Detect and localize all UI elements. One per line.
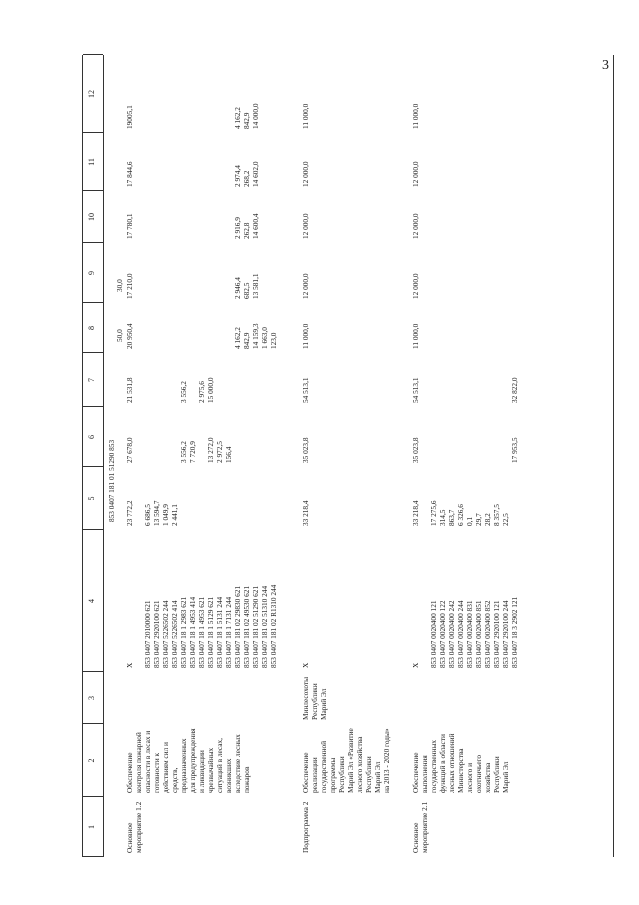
cell-c3-row1: Республики <box>310 683 319 720</box>
cell-c7-row0: 3 556,2 <box>179 381 188 403</box>
cell-c10-row0: 262,8 <box>242 222 251 239</box>
cell-c5-row0: 2 441,1 <box>170 504 179 526</box>
column-divider <box>83 529 103 530</box>
cell-c6-row0: 2 972,5 <box>215 441 224 463</box>
budget-table <box>82 55 614 857</box>
cell-c9-row0: 13 581,1 <box>251 273 260 299</box>
cell-c4-row0: X <box>125 662 134 668</box>
cell-c5-row0: 6 686,5 <box>143 504 152 526</box>
cell-c5-row1: 33 218,4 <box>301 500 310 526</box>
cell-c1-row0: мероприятие 1.2 <box>134 801 143 853</box>
cell-c6-row0: 27 678,0 <box>125 437 134 463</box>
cell-c11-row0: 14 602,0 <box>251 161 260 187</box>
cell-c11-row0: 268,2 <box>242 170 251 187</box>
column-divider <box>83 406 103 407</box>
column-number: 7 <box>87 378 96 382</box>
cell-c9-row0: 17 210,0 <box>125 273 134 299</box>
cell-c12-row1: 11 000,0 <box>301 103 310 129</box>
cell-c2-row0: пожаров <box>242 766 251 793</box>
column-divider <box>83 352 103 353</box>
cell-c5-row0: 13 594,7 <box>152 500 161 526</box>
cell-c8-row0: 4 162,2 <box>233 327 242 349</box>
cell-c4-row0: 853 0407 5226502 244 <box>161 600 170 668</box>
cell-c5-row2: 29,7 <box>474 513 483 526</box>
cell-c8-row0: 123,0 <box>269 332 278 349</box>
column-divider <box>83 302 103 303</box>
cell-c5-row2: 17 275,6 <box>429 500 438 526</box>
cell-c5-row0: 23 772,2 <box>125 500 134 526</box>
cell-c10-row1: 12 000,0 <box>301 213 310 239</box>
column-number: 5 <box>87 496 96 501</box>
cell-c4-row2: 853 0407 0020400 244 <box>456 600 465 668</box>
cell-c8-row0: 842,9 <box>242 332 251 349</box>
cell-c6-row0: 3 556,2 <box>179 441 188 463</box>
cell-c10-row2: 12 000,0 <box>411 213 420 239</box>
cell-c11-row0: 2 974,4 <box>233 165 242 187</box>
cell-c7-row2: 54 513,1 <box>411 377 420 403</box>
cell-c2-row1: лесного хозяйства <box>355 736 364 793</box>
cell-c2-row2: Республики <box>492 756 501 793</box>
cell-c2-row0: опасности в лесах и <box>143 730 152 793</box>
column-number: 8 <box>87 326 96 330</box>
cell-c7-row0: 15 000,0 <box>206 377 215 403</box>
cell-c3-row1: Марий Эл <box>319 688 328 720</box>
cell-c2-row1: Республики <box>364 756 373 793</box>
cell-c2-row2: лесного и <box>465 762 474 793</box>
column-number: 2 <box>87 758 96 763</box>
column-divider <box>83 54 103 55</box>
cell-c8-row2: 11 000,0 <box>411 323 420 349</box>
cell-c2-row0: вследствие лесных <box>233 734 242 793</box>
cell-c4-row2: 853 0407 0020400 242 <box>447 600 456 668</box>
cell-c2-row2: Обеспечение <box>411 752 420 793</box>
cell-c2-row0: предназначенных <box>179 738 188 793</box>
cell-c4-row0: 853 0407 2010000 621 <box>143 600 152 668</box>
cell-c8-row0: 14 159,3 <box>251 323 260 349</box>
cell-c11-row1: 12 000,0 <box>301 161 310 187</box>
column-number: 12 <box>87 90 96 98</box>
cell-c6-row2: 35 023,8 <box>411 437 420 463</box>
cell-c2-row0: контроля пожарной <box>134 732 143 793</box>
cell-c2-row0: для предупреждения <box>188 728 197 793</box>
cell-c2-row2: государственных <box>429 739 438 793</box>
cell-c10-row0: 14 600,4 <box>251 213 260 239</box>
cell-c4-row0: 853 0407 181 02 R1310 244 <box>269 584 278 668</box>
column-number: 11 <box>87 158 96 166</box>
column-divider <box>83 796 103 797</box>
cell-c12-row0: 14 000,0 <box>251 103 260 129</box>
cell-c2-row1: Марий Эл «Развитие <box>346 728 355 793</box>
column-number: 3 <box>87 696 96 700</box>
cell-c4-row1: X <box>301 662 310 668</box>
cell-c11-row0: 17 844,6 <box>125 161 134 187</box>
cell-c4-row0: 853 0407 181 02 29830 621 <box>233 585 242 668</box>
cell-c2-row2: лесных отношений <box>447 733 456 793</box>
top-c9: 30,0 <box>115 279 124 292</box>
cell-c4-row2: X <box>411 662 420 668</box>
cell-c6-row0: 13 272,0 <box>206 437 215 463</box>
cell-c4-row0: 853 0407 18 1 4953 414 <box>188 596 197 668</box>
column-number: 1 <box>87 825 96 829</box>
cell-c4-row0: 853 0407 18 1 5129 621 <box>206 596 215 668</box>
cell-c2-row0: ситуаций в лесах, <box>215 738 224 793</box>
cell-c6-row0: 156,4 <box>224 446 233 463</box>
cell-c3-row1: Минлесохоты <box>301 676 310 720</box>
cell-c2-row1: Обеспечение <box>301 752 310 793</box>
cell-c2-row2: Марий Эл <box>501 761 510 793</box>
cell-c4-row0: 853 0407 18 1 5131 244 <box>215 596 224 668</box>
cell-c4-row0: 853 0407 2920100 621 <box>152 600 161 668</box>
cell-c2-row0: действиям сил и <box>161 742 170 793</box>
cell-c4-row2: 853 0407 0020400 852 <box>483 600 492 668</box>
cell-c7-row1: 54 513,1 <box>301 377 310 403</box>
cell-c5-row2: 22,5 <box>501 513 510 526</box>
cell-c4-row0: 853 0407 18 1 4953 621 <box>197 596 206 668</box>
cell-c2-row0: возникших <box>224 758 233 793</box>
cell-c5-row2: 0,1 <box>465 516 474 526</box>
cell-c4-row2: 853 0407 18 3 2902 121 <box>510 596 519 668</box>
cell-c2-row2: хозяйства <box>483 762 492 793</box>
cell-c4-row2: 853 0407 0020400 122 <box>438 600 447 668</box>
cell-c2-row0: Обеспечение <box>125 752 134 793</box>
column-number: 6 <box>87 435 96 439</box>
cell-c5-row2: 28,2 <box>483 513 492 526</box>
cell-c12-row0: 842,9 <box>242 112 251 129</box>
cell-c2-row2: выполнения <box>420 755 429 793</box>
cell-c2-row1: Марий Эл <box>373 761 382 793</box>
column-divider <box>83 190 103 191</box>
cell-c4-row0: 853 0407 18 1 7131 244 <box>224 596 233 668</box>
cell-c5-row0: 1 049,9 <box>161 504 170 526</box>
column-divider <box>83 242 103 243</box>
cell-c2-row0: средств, <box>170 767 179 793</box>
cell-c8-row0: 20 950,4 <box>125 323 134 349</box>
cell-c6-row2: 17 953,5 <box>510 437 519 463</box>
cell-c2-row1: на 2013 - 2020 годы» <box>382 728 391 793</box>
cell-c12-row2: 11 000,0 <box>411 103 420 129</box>
cell-c4-row2: 853 0407 0020400 121 <box>429 600 438 668</box>
cell-c7-row0: 21 531,8 <box>125 377 134 403</box>
cell-c6-row0: 7 720,9 <box>188 441 197 463</box>
cell-c4-row0: 853 0407 181 02 51290 621 <box>251 585 260 668</box>
cell-c2-row1: реализации <box>310 757 319 793</box>
cell-c5-row2: 863,7 <box>447 509 456 526</box>
top-c8: 50,0 <box>115 329 124 342</box>
column-number: 10 <box>87 213 96 221</box>
cell-c7-row0: 2 975,6 <box>197 381 206 403</box>
cell-c9-row0: 2 946,4 <box>233 277 242 299</box>
cell-c4-row0: 853 0407 181 02 49530 621 <box>242 585 251 668</box>
cell-c1-row2: Основное <box>411 822 420 853</box>
cell-c2-row1: программы <box>328 757 337 793</box>
column-divider <box>83 723 103 724</box>
cell-c4-row2: 853 0407 2920100 121 <box>492 600 501 668</box>
cell-c12-row0: 19005,1 <box>125 105 134 129</box>
cell-c5-row2: 33 218,4 <box>411 500 420 526</box>
cell-c4-row2: 853 0407 0020400 851 <box>474 600 483 668</box>
cell-c8-row1: 11 000,0 <box>301 323 310 349</box>
column-number: 9 <box>87 271 96 275</box>
cell-c2-row1: государственной <box>319 740 328 793</box>
column-divider <box>83 466 103 467</box>
cell-c2-row0: чрезвычайных <box>206 747 215 793</box>
cell-c8-row0: 1 663,0 <box>260 327 269 349</box>
cell-c4-row0: 853 0407 5226502 414 <box>170 600 179 668</box>
cell-c9-row1: 12 000,0 <box>301 273 310 299</box>
column-divider <box>83 671 103 672</box>
top-code: 853 0407 181 01 51290 853 <box>107 439 116 522</box>
column-divider <box>83 856 103 857</box>
cell-c10-row0: 2 916,9 <box>233 217 242 239</box>
cell-c10-row0: 17 780,1 <box>125 213 134 239</box>
column-number: 4 <box>87 599 96 603</box>
cell-c12-row0: 4 162,2 <box>233 107 242 129</box>
cell-c5-row2: 6 326,6 <box>456 504 465 526</box>
cell-c1-row2: мероприятие 2.1 <box>420 801 429 853</box>
cell-c5-row2: 314,5 <box>438 509 447 526</box>
cell-c2-row2: функций в области <box>438 734 447 793</box>
cell-c5-row2: 8 357,5 <box>492 504 501 526</box>
cell-c9-row2: 12 000,0 <box>411 273 420 299</box>
cell-c4-row2: 853 0407 2920100 244 <box>501 600 510 668</box>
column-divider <box>83 132 103 133</box>
cell-c2-row1: Республики <box>337 756 346 793</box>
cell-c2-row2: Министерства <box>456 748 465 793</box>
cell-c6-row1: 35 023,8 <box>301 437 310 463</box>
cell-c9-row0: 682,5 <box>242 282 251 299</box>
cell-c4-row0: 853 0407 18 1 2983 621 <box>179 596 188 668</box>
cell-c11-row2: 12 000,0 <box>411 161 420 187</box>
cell-c7-row2: 32 822,0 <box>510 377 519 403</box>
cell-c1-row1: Подпрограмма 2 <box>301 801 310 853</box>
cell-c1-row0: Основное <box>125 822 134 853</box>
cell-c4-row0: 853 0407 181 02 51310 244 <box>260 585 269 668</box>
cell-c4-row2: 853 0407 0020400 831 <box>465 600 474 668</box>
cell-c2-row0: и ликвидации <box>197 750 206 793</box>
cell-c2-row2: охотничьего <box>474 754 483 793</box>
page-number: 3 <box>602 58 609 73</box>
cell-c2-row0: готовности к <box>152 753 161 793</box>
column-number-row <box>83 55 104 857</box>
